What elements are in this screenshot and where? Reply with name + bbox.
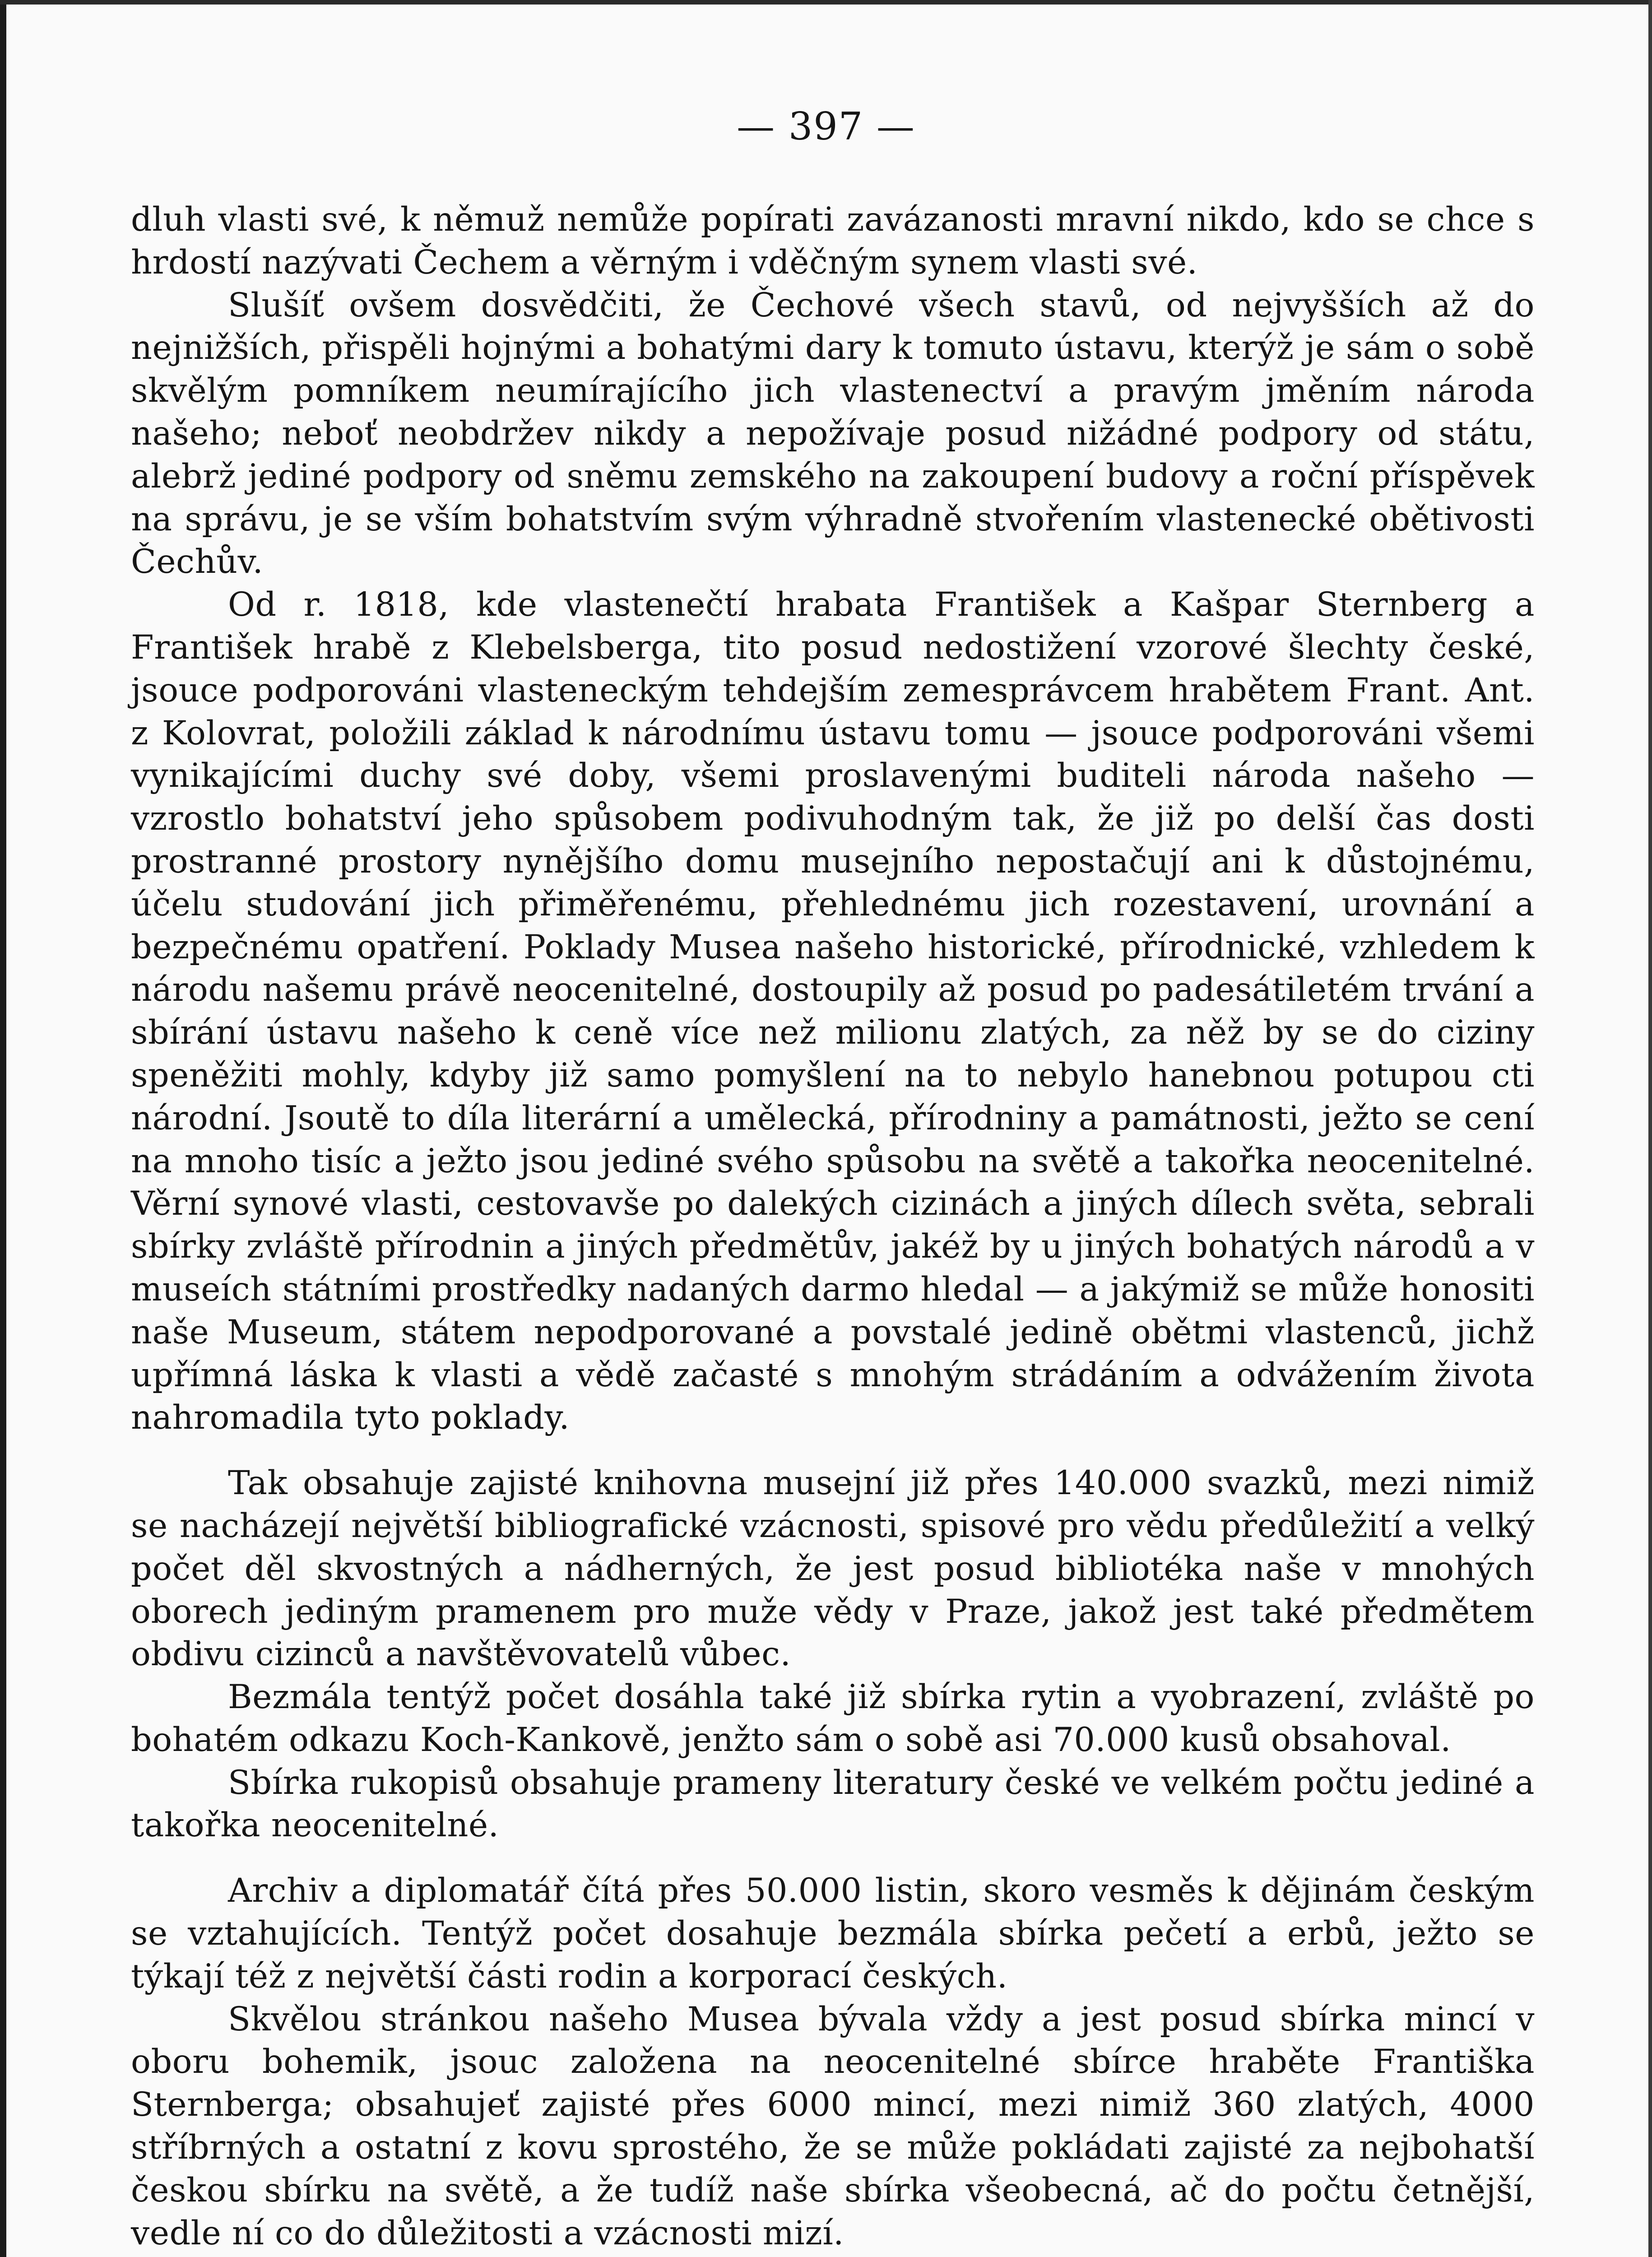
paragraph: Slušíť ovšem dosvědčiti, že Čechové všech stavů, od nejvyšších až do nejnižších, přispěli hojnými a bohatými dary k tomuto ústavu, kterýž je sám o sobě skvělým pomníkem neumírajícího jich vlastenectví a pravým jměním národa našeho; neboť neobdržev nikdy a nepožívaje posud nižádné podpory od státu, alebrž jediné podpory od sněmu zemského na zakoupení budovy a roční příspěvek na správu, je se vším bohatstvím svým výhradně stvořením vlastenecké obětivosti Čechův.	[131, 286, 1535, 581]
paragraph: Sbírka rukopisů obsahuje prameny literatury české ve velkém počtu jediné a takořka neocenitelné.	[131, 1763, 1535, 1845]
scan-edge-right	[1648, 0, 1652, 2257]
scan-edge-top	[0, 0, 1652, 5]
scan-edge-left	[0, 0, 6, 2257]
paragraph: Od r. 1818, kde vlastenečtí hrabata František a Kašpar Sternberg a František hrabě z Klebelsberga, tito posud nedostižení vzorové šlechty české, jsouce podporováni vlasteneckým tehdejším zemesprávcem hrabětem Frant. Ant. z Kolovrat, položili základ k národnímu ústavu tomu — jsouce podporováni všemi vynikajícími duchy své doby, všemi proslavenými buditeli národa našeho — vzrostlo bohatství jeho spůsobem podivuhodným tak, že již po delší čas dosti prostranné prostory nynějšího domu musejního nepostačují ani k důstojnému, účelu studování jich přiměřenému, přehlednému jich rozestavení, urovnání a bezpečnému opatření. Poklady Musea našeho historické, přírodnické, vzhledem k národu našemu právě neocenitelné, dostoupily až posud po padesátiletém trvání a sbírání ústavu našeho k ceně více než milionu zlatých, za něž by se do ciziny speněžiti mohly, kdyby již samo pomyšlení na to nebylo hanebnou potupou cti národní. Jsoutě to díla literární a umělecká, přírodniny a památnosti, ježto se cení na mnoho tisíc a ježto jsou jediné svého spůsobu na světě a takořka neocenitelné. Věrní synové vlasti, cestovavše po dalekých cizinách a jiných dílech světa, sebrali sbírky zvláště přírodnin a jiných předmětův, jakéž by u jiných bohatých národů a v museích státními prostředky nadaných darmo hledal — a jakýmiž se může honositi naše Museum, státem nepodporované a povstalé jedině obětmi vlastenců, jichž upřímná láska k vlasti a vědě začasté s mnohým strádáním a odvážením života nahromadila tyto poklady.	[131, 585, 1535, 1437]
paragraph: Tak obsahuje zajisté knihovna musejní již přes 140.000 svazků, mezi nimiž se nacházejí největší bibliografické vzácnosti, spisové pro vědu předůležití a velký počet děl skvostných a nádherných, že jest posud bibliotéka naše v mnohých oborech jediným pramenem pro muže vědy v Praze, jakož jest také předmětem obdivu cizinců a navštěvovatelů vůbec.	[131, 1464, 1535, 1674]
paragraph: Archiv a diplomatář čítá přes 50.000 listin, skoro vesměs k dějinám českým se vztahujících. Tentýž počet dosahuje bezmála sbírka pečetí a erbů, ježto se týkají též z největší části rodin a korporací českých.	[131, 1872, 1535, 1996]
text-body	[131, 199, 1535, 2257]
paragraph: Bezmála tentýž počet dosáhla také již sbírka rytin a vyobrazení, zvláště po bohatém odkazu Koch-Kankově, jenžto sám o sobě asi 70.000 kusů obsahoval.	[131, 1678, 1535, 1759]
paragraph: dluh vlasti své, k němuž nemůže popírati zavázanosti mravní nikdo, kdo se chce s hrdostí nazývati Čechem a věrným i vděčným synem vlasti své.	[131, 200, 1535, 282]
paragraph: Skvělou stránkou našeho Musea bývala vždy a jest posud sbírka mincí v oboru bohemik, jsouc založena na neocenitelné sbírce hraběte Františka Sternberga; obsahujeť zajisté přes 6000 mincí, mezi nimiž 360 zlatých, 4000 stříbrných a ostatní z kovu sprostého, že se může pokládati zajisté za nejbohatší českou sbírku na světě, a že tudíž naše sbírka všeobecná, ač do počtu četnější, vedle ní co do důležitosti a vzácnosti mizí.	[131, 2000, 1535, 2252]
page-number: — 397 —	[737, 104, 915, 149]
